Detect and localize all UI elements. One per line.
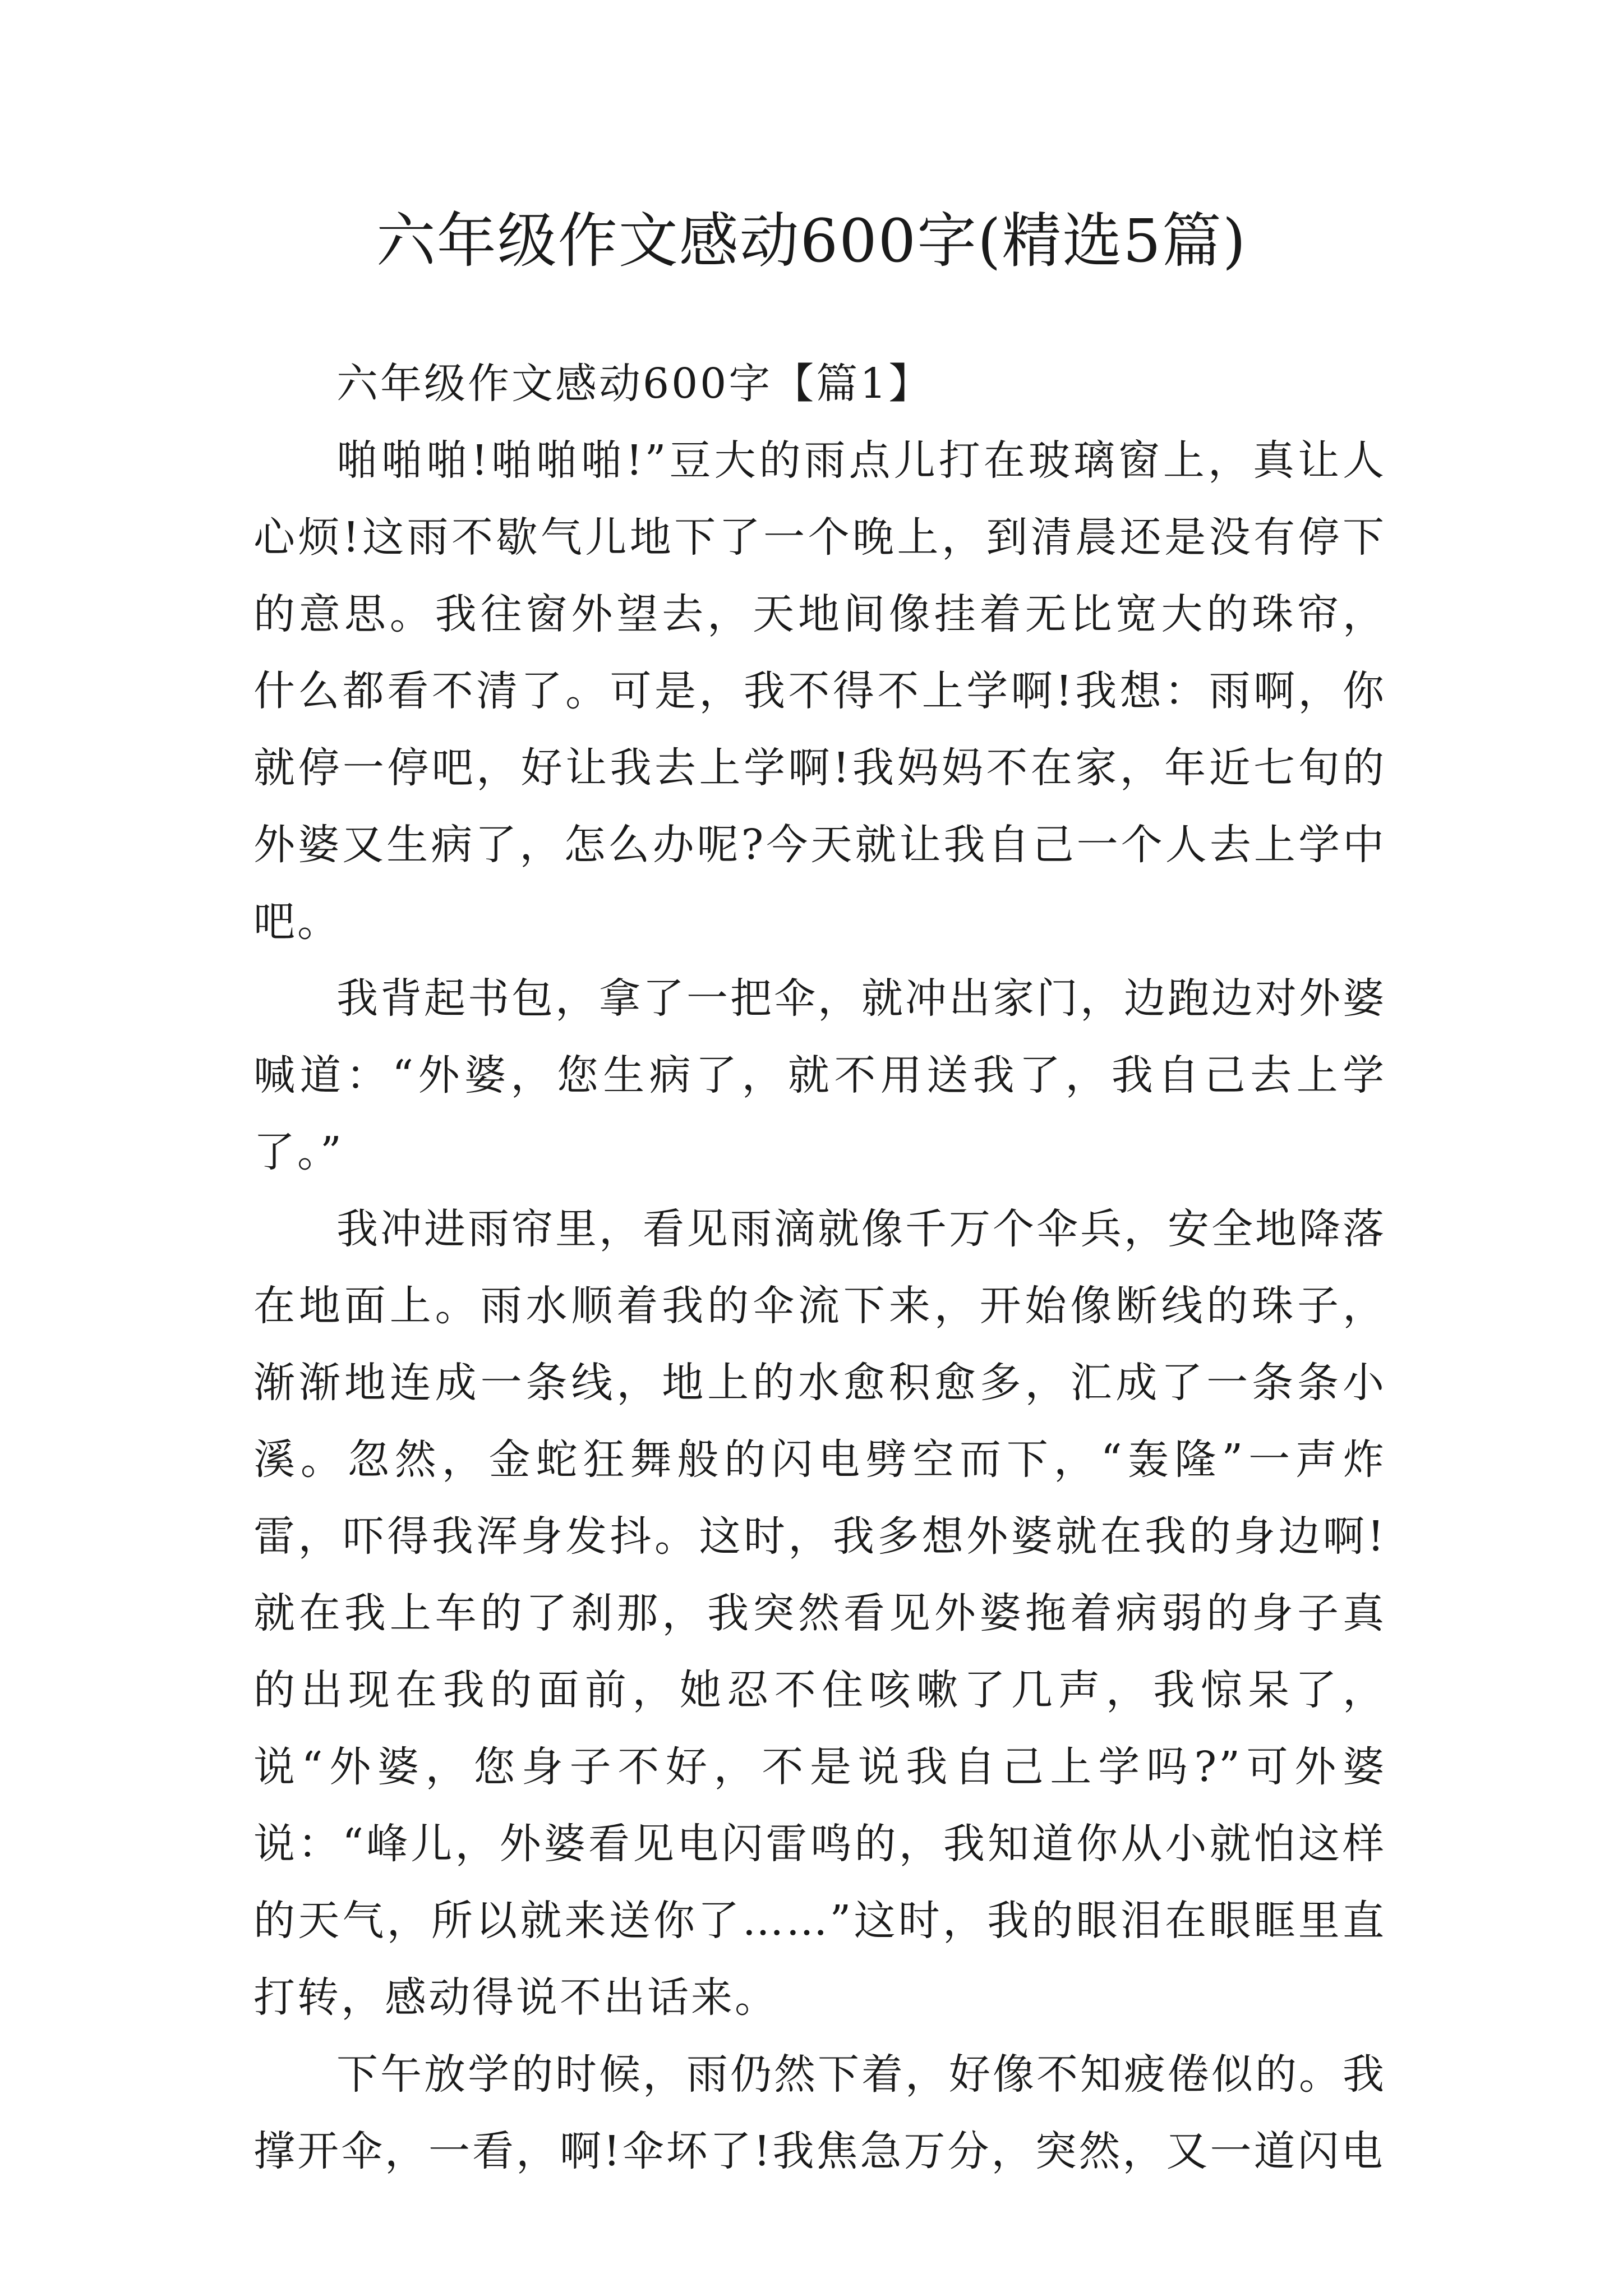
section-heading: 六年级作文感动600字【篇1】 (336, 360, 933, 408)
paragraph-2: 我背起书包，拿了一把伞，就冲出家门，边跑边对外婆喊道：“外婆，您生病了，就不用送我了，我自己去上学了。” (253, 974, 1386, 1176)
document-body (253, 346, 1386, 2190)
paragraph-3: 我冲进雨帘里，看见雨滴就像千万个伞兵，安全地降落在地面上。雨水顺着我的伞流下来，开始像断线的珠子，渐渐地连成一条线，地上的水愈积愈多，汇成了一条条小溪。忽然，金蛇狂舞般的闪电劈空而下，“轰隆”一声炸雷，吓得我浑身发抖。这时，我多想外婆就在我的身边啊!就在我上车的了刹那，我突然看见外婆拖着病弱的身子真的出现在我的面前，她忍不住咳嗽了几声，我惊呆了，说“外婆，您身子不好，不是说我自己上学吗?”可外婆说：“峰儿，外婆看见电闪雷鸣的，我知道你从小就怕这样的天气，所以就来送你了……”这时，我的眼泪在眼眶里直打转，感动得说不出话来。 (253, 1205, 1386, 2022)
document-title: 六年级作文感动600字(精选5篇) (376, 206, 1247, 275)
paragraph-1: 啪啪啪!啪啪啪!”豆大的雨点儿打在玻璃窗上，真让人心烦!这雨不歇气儿地下了一个晚上，到清晨还是没有停下的意思。我往窗外望去，天地间像挂着无比宽大的珠帘，什么都看不清了。可是，我不得不上学啊!我想：雨啊，你就停一停吧，好让我去上学啊!我妈妈不在家，年近七旬的外婆又生病了，怎么办呢?今天就让我自己一个人去上学中吧。 (253, 436, 1386, 946)
paragraph-4: 下午放学的时候，雨仍然下着，好像不知疲倦似的。我撑开伞，一看，啊!伞坏了!我焦急万分，突然，又一道闪电 (253, 2050, 1386, 2175)
